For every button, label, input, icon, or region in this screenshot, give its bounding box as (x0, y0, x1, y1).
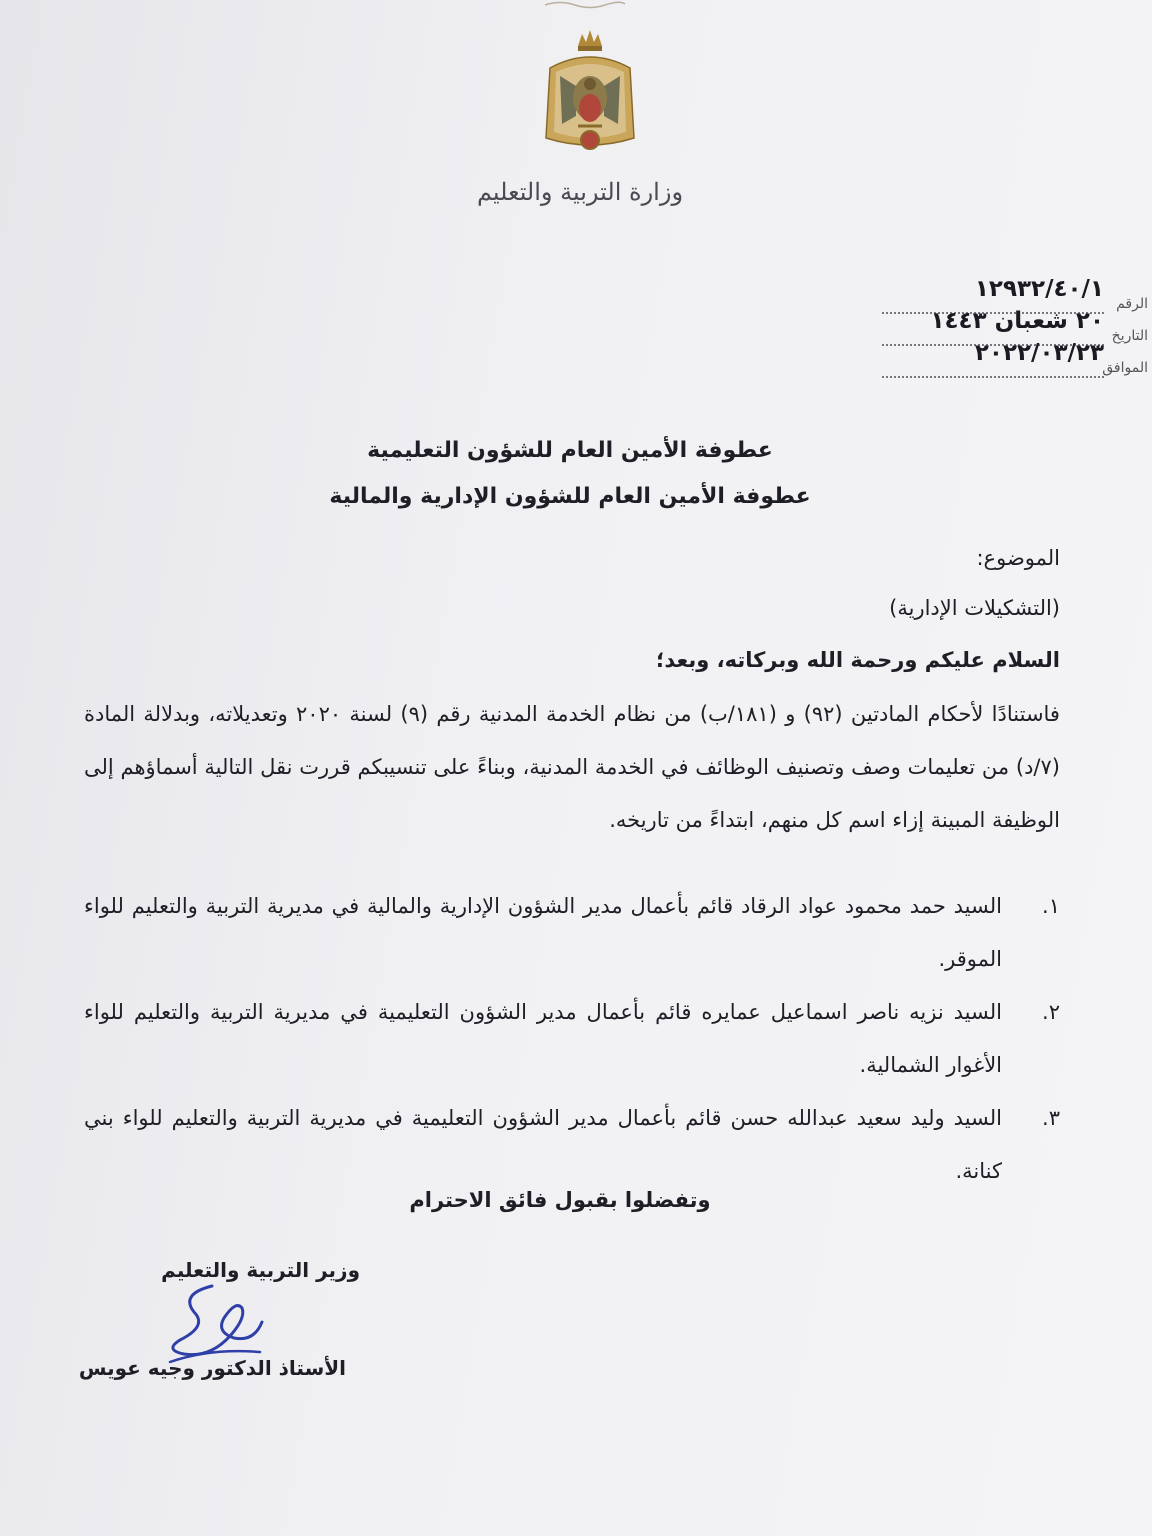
addressee-line-1: عطوفة الأمين العام للشؤون التعليمية (367, 438, 773, 463)
top-stamp-fragment-icon (540, 0, 630, 10)
hijri-date-value: ٢٠ شعبان ١٤٤٣ (930, 308, 1104, 334)
list-item-text: السيد وليد سعيد عبدالله حسن قائم بأعمال مدير الشؤون التعليمية في مديرية التربية والتعليم للواء بني كنانة. (84, 1106, 1002, 1183)
list-item (84, 986, 1060, 1092)
list-item (84, 880, 1060, 986)
greeting: السلام عليكم ورحمة الله وبركاته، وبعد؛ (655, 648, 1060, 672)
subject-value: (التشكيلات الإدارية) (889, 596, 1060, 620)
list-item-text: السيد حمد محمود عواد الرقاد قائم بأعمال مدير الشؤون الإدارية والمالية في مديرية التربية والتعليم للواء الموقر. (84, 894, 1002, 971)
list-item-number: ١. (1042, 894, 1060, 918)
ref-label: الرقم (1116, 296, 1148, 312)
closing-line: وتفضلوا بقبول فائق الاحترام (409, 1188, 711, 1212)
list-item-text: السيد نزيه ناصر اسماعيل عمايره قائم بأعمال مدير الشؤون التعليمية في مديرية التربية والتعليم للواء الأغوار الشمالية. (84, 1000, 1002, 1077)
gregorian-dotted-line (882, 376, 1104, 378)
body-paragraph: فاستنادًا لأحكام المادتين (٩٢) و (١٨١/ب) من نظام الخدمة المدنية رقم (٩) لسنة ٢٠٢٠ وتعديلاته، وبدلالة المادة (٧/د) من تعليمات وصف وتصنيف الوظائف في الخدمة المدنية، وبناءً على تنسيبكم قررت نقل التالية أسماؤهم إلى الوظيفة المبينة إزاء اسم كل منهم، ابتداءً من تاريخه. (84, 702, 1060, 832)
coat-of-arms-icon (538, 28, 642, 168)
hijri-date-label: التاريخ (1111, 328, 1148, 344)
gregorian-date-row (880, 340, 1152, 376)
reference-block (880, 276, 1152, 376)
signer-name: الأستاذ الدكتور وجيه عويس (78, 1356, 346, 1380)
list-item-number: ٢. (1042, 1000, 1060, 1024)
signer-title: وزير التربية والتعليم (161, 1258, 360, 1282)
ministry-logo-text: وزارة التربية والتعليم (476, 178, 684, 206)
gregorian-date-value: ٢٠٢٢/٠٣/٢٣ (974, 340, 1104, 366)
hijri-date-row (880, 308, 1152, 344)
gregorian-date-label: الموافق (1102, 360, 1148, 376)
addressee-line-2: عطوفة الأمين العام للشؤون الإدارية والمالية (329, 484, 811, 509)
list-item-number: ٣. (1042, 1106, 1060, 1130)
transfer-list (84, 880, 1060, 1198)
ref-value: ١٢٩٣٢/٤٠/١ (974, 276, 1104, 302)
ref-row (880, 276, 1152, 312)
subject-label: الموضوع: (976, 546, 1060, 570)
list-item (84, 1092, 1060, 1198)
